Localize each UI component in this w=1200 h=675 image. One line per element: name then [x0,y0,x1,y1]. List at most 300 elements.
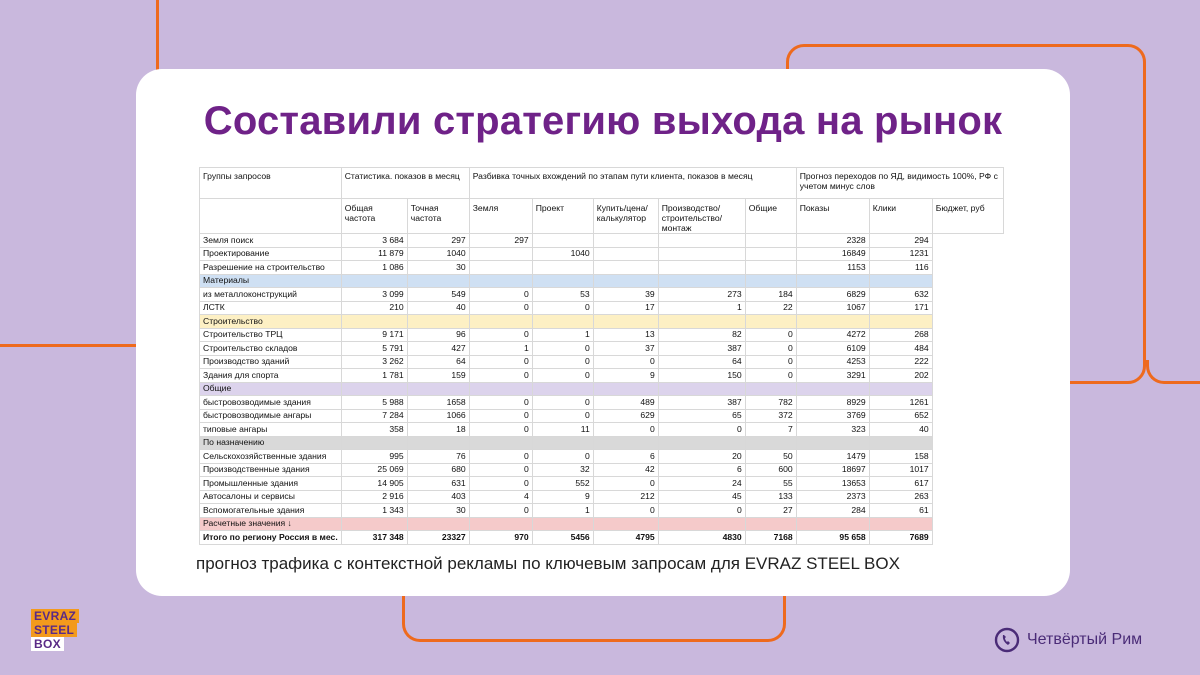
table-cell [593,247,658,261]
table-cell: 6829 [796,288,869,302]
table-cell [593,261,658,275]
table-cell: 3769 [796,409,869,423]
section-cell [407,315,469,329]
table-cell: 1040 [532,247,593,261]
column-header: Общая частота [341,199,407,234]
table-cell: 40 [407,301,469,315]
table-cell: 600 [745,463,796,477]
table-cell: 0 [532,369,593,383]
table-row [200,463,1004,477]
section-cell [341,315,407,329]
table-cell: 1066 [407,409,469,423]
empty-cell [932,517,1003,531]
table-row [200,423,1004,437]
table-cell: 268 [869,328,932,342]
header-columns-row [200,199,1004,234]
table-cell: 1 [658,301,745,315]
table-cell: 552 [532,477,593,491]
table-cell: 1 [469,342,532,356]
row-label: Вспомогательные здания [200,504,342,518]
table-cell: 7 [745,423,796,437]
table-cell: 27 [745,504,796,518]
table-cell: 3 684 [341,234,407,248]
section-cell [341,436,407,450]
section-cell [593,517,658,531]
table-cell: 22 [745,301,796,315]
section-cell [796,517,869,531]
table-cell: 617 [869,477,932,491]
section-cell [796,436,869,450]
empty-cell [932,477,1003,491]
section-cell [341,517,407,531]
section-cell [469,436,532,450]
table-row [200,342,1004,356]
section-cell [469,382,532,396]
table-cell [658,261,745,275]
table-cell: 1040 [407,247,469,261]
table-row [200,355,1004,369]
table-cell: 202 [869,369,932,383]
row-label: Автосалоны и сервисы [200,490,342,504]
section-row [200,382,1004,396]
table-cell: 13 [593,328,658,342]
row-label: Сельскохозяйственные здания [200,450,342,464]
section-cell [745,382,796,396]
empty-cell [932,274,1003,288]
section-cell [658,436,745,450]
section-cell [469,517,532,531]
table-cell: 11 879 [341,247,407,261]
column-header: Проект [532,199,593,234]
table-cell: 18697 [796,463,869,477]
table-cell: 297 [469,234,532,248]
section-cell [796,382,869,396]
logo-line: EVRAZ [31,609,79,623]
table-cell [745,234,796,248]
section-cell [407,436,469,450]
table-cell: 317 348 [341,531,407,545]
section-cell [469,315,532,329]
header-breakdown: Разбивка точных вхождений по этапам пути клиента, показов в месяц [469,168,796,199]
table-cell: 0 [532,342,593,356]
phone-circle-icon [994,627,1020,653]
column-header: Общие [745,199,796,234]
row-label: Разрешение на строительство [200,261,342,275]
table-cell: 6109 [796,342,869,356]
table-cell: 9 171 [341,328,407,342]
section-cell [658,274,745,288]
page-title: Составили стратегию выхода на рынок [203,99,1003,143]
table-cell: 782 [745,396,796,410]
empty-cell [932,504,1003,518]
section-label: Материалы [200,274,342,288]
table-cell: 549 [407,288,469,302]
table-cell: 5456 [532,531,593,545]
header-forecast: Прогноз переходов по ЯД, видимость 100%, РФ с учетом минус слов [796,168,1003,199]
empty-cell [932,288,1003,302]
table-cell: 23327 [407,531,469,545]
empty-cell [932,301,1003,315]
table-cell: 294 [869,234,932,248]
table-cell: 0 [469,396,532,410]
table-cell: 629 [593,409,658,423]
section-cell [532,274,593,288]
table-cell: 323 [796,423,869,437]
section-cell [869,315,932,329]
table-cell: 24 [658,477,745,491]
table-cell: 0 [469,301,532,315]
table-cell: 14 905 [341,477,407,491]
agency-brand [994,627,1142,653]
table-cell: 20 [658,450,745,464]
table-cell: 0 [532,409,593,423]
table-cell: 4272 [796,328,869,342]
table-cell: 210 [341,301,407,315]
table-cell: 403 [407,490,469,504]
section-cell [532,382,593,396]
row-label: Итого по региону Россия в мес. [200,531,342,545]
section-row [200,436,1004,450]
table-cell: 171 [869,301,932,315]
table-cell: 489 [593,396,658,410]
empty-cell [932,436,1003,450]
empty-cell [932,490,1003,504]
table-cell: 30 [407,504,469,518]
table-cell: 0 [745,328,796,342]
table-cell: 0 [593,355,658,369]
table-cell: 0 [469,328,532,342]
empty-cell [932,247,1003,261]
table-cell: 222 [869,355,932,369]
table-cell: 263 [869,490,932,504]
row-label: Проектирование [200,247,342,261]
table-cell: 0 [532,450,593,464]
table-cell: 1479 [796,450,869,464]
row-label: ЛСТК [200,301,342,315]
empty-cell [932,261,1003,275]
section-label: Общие [200,382,342,396]
table-cell: 4795 [593,531,658,545]
empty-cell [932,328,1003,342]
section-cell [658,315,745,329]
section-label: Строительство [200,315,342,329]
table-cell: 17 [593,301,658,315]
table-cell: 133 [745,490,796,504]
table-row [200,261,1004,275]
table-cell: 32 [532,463,593,477]
table-cell [658,247,745,261]
table-cell: 1153 [796,261,869,275]
table-cell: 95 658 [796,531,869,545]
section-cell [658,517,745,531]
empty-cell [932,409,1003,423]
table-row [200,477,1004,491]
decor-line [156,0,159,70]
section-row [200,274,1004,288]
table-row [200,396,1004,410]
table-cell: 25 069 [341,463,407,477]
section-cell [469,274,532,288]
section-cell [658,382,745,396]
decor-line [0,344,140,347]
table-cell: 158 [869,450,932,464]
section-cell [593,382,658,396]
table-cell: 1 [532,504,593,518]
table-row [200,490,1004,504]
table-cell: 61 [869,504,932,518]
table-cell: 11 [532,423,593,437]
table-cell: 1 [532,328,593,342]
empty-cell [932,369,1003,383]
table-cell: 8929 [796,396,869,410]
table-cell: 273 [658,288,745,302]
table-cell: 9 [593,369,658,383]
table-cell: 1067 [796,301,869,315]
table-cell: 631 [407,477,469,491]
table-cell: 0 [593,477,658,491]
table-cell: 1231 [869,247,932,261]
row-label: быстровозводимые здания [200,396,342,410]
table-cell: 0 [469,477,532,491]
row-label: Строительство складов [200,342,342,356]
table-row [200,288,1004,302]
table-cell: 0 [469,463,532,477]
row-label: из металлоконструкций [200,288,342,302]
table-cell: 632 [869,288,932,302]
section-cell [532,315,593,329]
table-cell: 427 [407,342,469,356]
section-cell [745,436,796,450]
section-cell [869,517,932,531]
header-stats: Статистика. показов в месяц [341,168,469,199]
table-cell: 159 [407,369,469,383]
header-query-groups: Группы запросов [200,168,342,199]
table-cell: 2 916 [341,490,407,504]
table-cell: 387 [658,396,745,410]
table-cell: 1 343 [341,504,407,518]
table-cell: 4 [469,490,532,504]
table-cell: 150 [658,369,745,383]
section-cell [593,315,658,329]
table-cell [658,234,745,248]
table-cell: 4830 [658,531,745,545]
table-cell: 0 [532,396,593,410]
row-label: типовые ангары [200,423,342,437]
row-label: Строительство ТРЦ [200,328,342,342]
empty-cell [932,450,1003,464]
table-cell: 484 [869,342,932,356]
column-header: Показы [796,199,869,234]
table-row [200,504,1004,518]
table-row [200,247,1004,261]
section-cell [532,436,593,450]
table-cell: 4253 [796,355,869,369]
table-cell [532,261,593,275]
section-cell [341,274,407,288]
table-cell: 0 [469,450,532,464]
row-label: Производственные здания [200,463,342,477]
column-header: Клики [869,199,932,234]
table-cell: 116 [869,261,932,275]
table-row [200,409,1004,423]
table-cell: 0 [532,301,593,315]
table-cell: 7168 [745,531,796,545]
table-cell: 358 [341,423,407,437]
table-cell: 680 [407,463,469,477]
table-cell [469,247,532,261]
section-cell [745,274,796,288]
table-cell: 0 [593,504,658,518]
table-cell: 1261 [869,396,932,410]
table-cell: 0 [532,355,593,369]
evraz-steel-box-logo [31,609,77,651]
table-cell: 96 [407,328,469,342]
table-cell: 0 [745,369,796,383]
traffic-forecast-table [199,167,1004,545]
row-label: Промышленные здания [200,477,342,491]
table-cell: 0 [745,355,796,369]
section-row [200,315,1004,329]
logo-line: BOX [31,637,64,651]
caption: прогноз трафика с контекстной рекламы по ключевым запросам для EVRAZ STEEL BOX [196,554,900,573]
table-row [200,369,1004,383]
table-row [200,328,1004,342]
table-cell: 0 [469,355,532,369]
section-cell [407,382,469,396]
row-label: Земля поиск [200,234,342,248]
table-cell [745,247,796,261]
table-row [200,301,1004,315]
table-cell: 1 781 [341,369,407,383]
section-cell [869,436,932,450]
table-cell: 387 [658,342,745,356]
column-header: Земля [469,199,532,234]
table-cell: 16849 [796,247,869,261]
table-cell: 64 [658,355,745,369]
empty-cell [932,423,1003,437]
empty-cell [932,396,1003,410]
table-cell: 5 791 [341,342,407,356]
table-cell: 0 [469,409,532,423]
column-header: Бюджет, руб [932,199,1003,234]
table-cell: 76 [407,450,469,464]
table-cell [469,261,532,275]
table-cell: 970 [469,531,532,545]
empty-cell [932,342,1003,356]
spreadsheet-screenshot [199,167,1004,545]
section-cell [745,315,796,329]
row-label: Производство зданий [200,355,342,369]
section-cell [407,274,469,288]
empty-cell [932,355,1003,369]
table-cell [745,261,796,275]
table-row [200,234,1004,248]
section-cell [593,274,658,288]
section-cell [869,382,932,396]
table-cell: 5 988 [341,396,407,410]
table-cell: 0 [658,504,745,518]
table-cell: 3291 [796,369,869,383]
table-cell: 0 [658,423,745,437]
table-cell: 0 [593,423,658,437]
section-cell [532,517,593,531]
table-cell: 7689 [869,531,932,545]
empty-cell [932,234,1003,248]
empty-cell [932,463,1003,477]
column-header: Точная частота [407,199,469,234]
table-cell: 2328 [796,234,869,248]
table-cell: 30 [407,261,469,275]
table-cell: 1658 [407,396,469,410]
agency-name: Четвёртый Рим [1027,631,1143,648]
section-cell [593,436,658,450]
table-cell: 18 [407,423,469,437]
table-cell: 37 [593,342,658,356]
table-cell: 50 [745,450,796,464]
total-row [200,531,1004,545]
table-cell: 297 [407,234,469,248]
table-cell: 0 [469,288,532,302]
header-group-row [200,168,1004,199]
table-cell: 3 262 [341,355,407,369]
table-cell: 53 [532,288,593,302]
table-cell: 39 [593,288,658,302]
section-cell [745,517,796,531]
table-cell: 0 [745,342,796,356]
section-cell [869,274,932,288]
table-cell: 65 [658,409,745,423]
table-cell: 184 [745,288,796,302]
table-cell [593,234,658,248]
empty-cell [932,531,1003,545]
decor-frame [1146,360,1200,384]
section-cell [407,517,469,531]
section-row [200,517,1004,531]
row-label: Здания для спорта [200,369,342,383]
section-label: По назначению [200,436,342,450]
logo-line: STEEL [31,623,77,637]
table-cell: 995 [341,450,407,464]
table-cell: 1017 [869,463,932,477]
column-header: Купить/цена/калькулятор [593,199,658,234]
table-cell: 212 [593,490,658,504]
table-cell: 6 [593,450,658,464]
table-cell: 45 [658,490,745,504]
table-cell: 0 [469,423,532,437]
table-cell: 652 [869,409,932,423]
table-cell: 82 [658,328,745,342]
table-cell: 9 [532,490,593,504]
table-cell: 2373 [796,490,869,504]
table-cell: 0 [469,504,532,518]
section-cell [796,274,869,288]
table-cell: 0 [469,369,532,383]
column-header: Производство/строительство/монтаж [658,199,745,234]
table-cell: 42 [593,463,658,477]
table-row [200,450,1004,464]
empty-cell [932,315,1003,329]
table-cell: 1 086 [341,261,407,275]
table-cell: 55 [745,477,796,491]
row-label: быстровозводимые ангары [200,409,342,423]
table-cell: 13653 [796,477,869,491]
table-cell: 64 [407,355,469,369]
table-cell: 40 [869,423,932,437]
section-cell [341,382,407,396]
section-label: Расчетные значения ↓ [200,517,342,531]
content-card [136,69,1070,596]
table-cell: 3 099 [341,288,407,302]
